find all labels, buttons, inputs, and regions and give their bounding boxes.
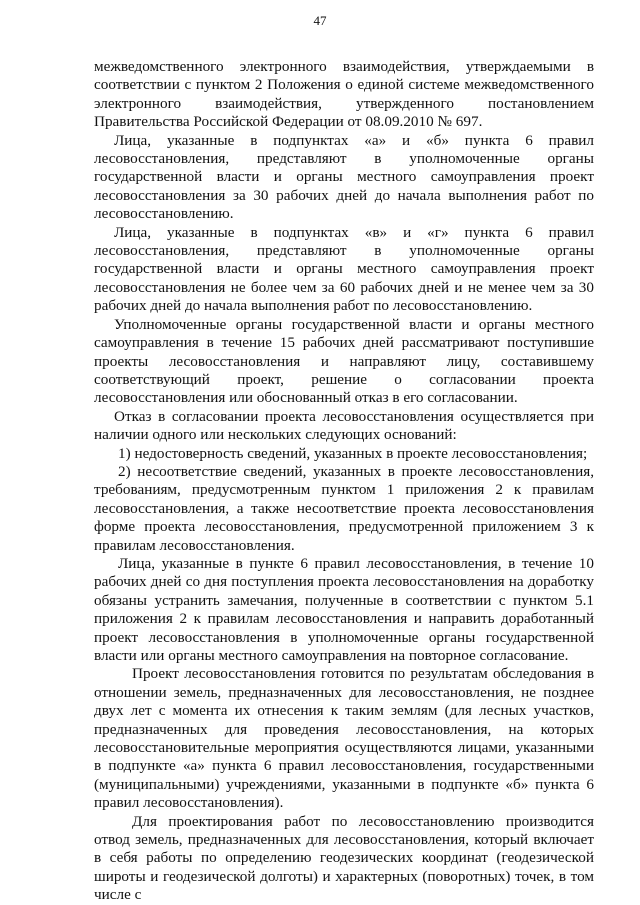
paragraph-land-allocation: Для проектирования работ по лесовосстановлению производится отвод земель, предназначенных для лесовосстановления, который включает в себя работы по определению геодезических координат (геодезической широты и геодезической долготы) и характерных (поворотных) точек, в том числе с xyxy=(94,812,594,904)
paragraph-interagency-regulations: межведомственного электронного взаимодействия, утверждаемыми в соответствии с пунктом 2 Положения о единой системе межведомственного электронного взаимодействия, утвержденного постановлением Правительства Российской Федерации от 08.09.2010 № 697. xyxy=(94,58,594,131)
paragraph-project-preparation: Проект лесовосстановления готовится по результатам обследования в отношении земель, предназначенных для лесовосстановления, не позднее двух лет с момента их отнесения к таким землям (для лесных участков, предназначенных для проведения лесовосстановления, на которых лесовосстановительные мероприятия осуществляются лицами, указанными в подпункте «а» пункта 6 правил лесовосстановления, государственными (муниципальными) учреждениями, указанными в подпункте «б» пункта 6 правил лесовосстановления). xyxy=(94,665,594,812)
page-number: 47 xyxy=(313,13,327,28)
paragraph-revision-10-days: Лица, указанные в пункте 6 правил лесовосстановления, в течение 10 рабочих дней со дня поступления проекта лесовосстановления на доработку обязаны устранить замечания, полученные в соответствии с пунктом 5.1 приложения 2 к правилам лесовосстановления и направить доработанный проект лесовосстановления в уполномоченные органы государственной власти или органы местного самоуправления на повторное согласование. xyxy=(94,554,594,664)
list-item-refusal-ground-2: 2) несоответствие сведений, указанных в проекте лесовосстановления, требованиям, предусмотренным пунктом 1 приложения 2 к правилам лесовосстановления, а также несоответствие проекта лесовосстановления форме проекта лесовосстановления, предусмотренной приложением 3 к правилам лесовосстановления. xyxy=(94,462,594,554)
paragraph-project-submission-30-days: Лица, указанные в подпунктах «а» и «б» пункта 6 правил лесовосстановления, представляют в уполномоченные органы государственной власти и органы местного самоуправления проект лесовосстановления за 30 рабочих дней до начала выполнения работ по лесовосстановлению. xyxy=(94,131,594,223)
paragraph-review-15-days: Уполномоченные органы государственной власти и органы местного самоуправления в течение 15 рабочих дней рассматривают поступившие проекты лесовосстановления и направляют лицу, составившему соответствующий проект, решение о согласовании проекта лесовосстановления или обоснованный отказ в его согласовании. xyxy=(94,315,594,407)
paragraph-refusal-grounds-intro: Отказ в согласовании проекта лесовосстановления осуществляется при наличии одного или нескольких следующих оснований: xyxy=(94,407,594,444)
document-body xyxy=(94,58,594,905)
paragraph-project-submission-60-days: Лица, указанные в подпунктах «в» и «г» пункта 6 правил лесовосстановления, представляют в уполномоченные органы государственной власти и органы местного самоуправления проект лесовосстановления не более чем за 60 рабочих дней и не менее чем за 30 рабочих дней до начала выполнения работ по лесовосстановлению. xyxy=(94,223,594,315)
list-item-refusal-ground-1: 1) недостоверность сведений, указанных в проекте лесовосстановления; xyxy=(118,444,588,462)
